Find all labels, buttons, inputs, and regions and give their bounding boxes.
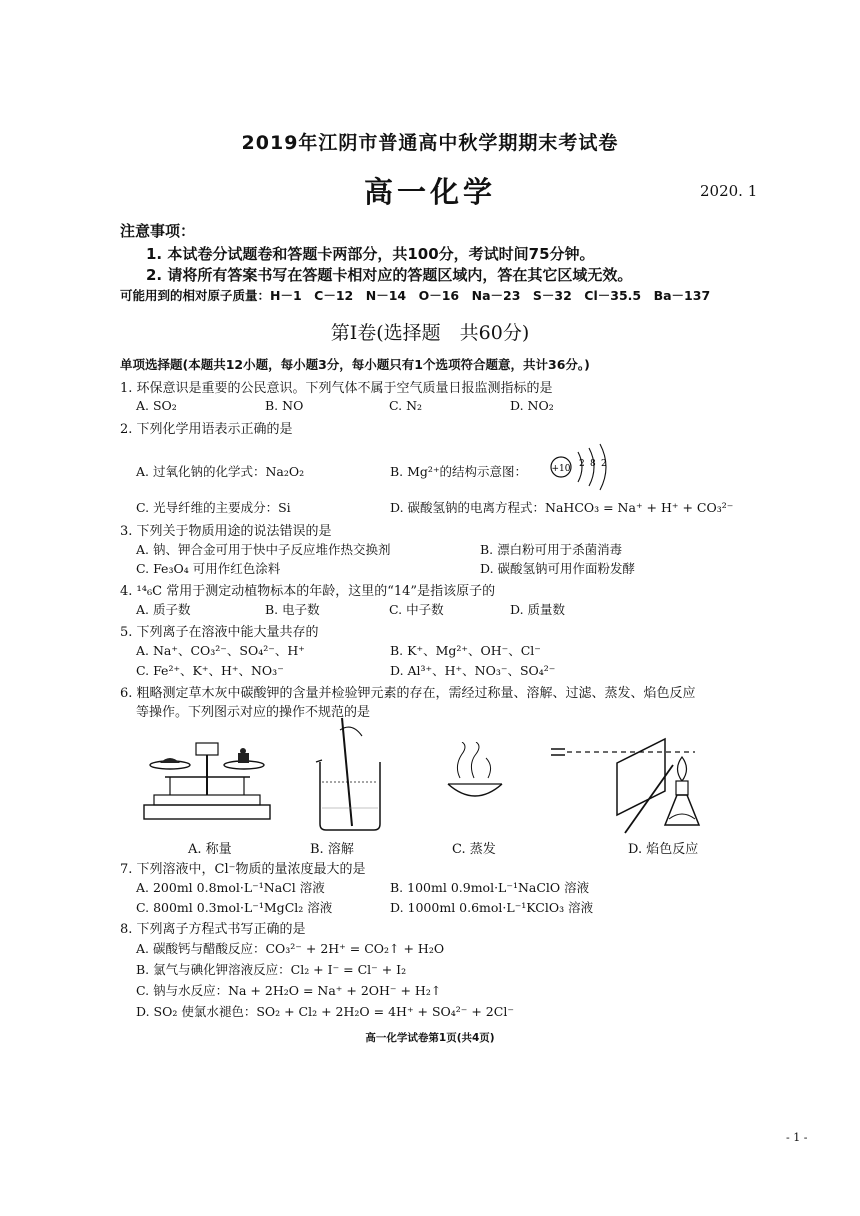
q7-option-b: B. 100ml 0.9mol·L⁻¹NaClO 溶液 <box>390 880 590 895</box>
q2-option-b: B. Mg²⁺的结构示意图： <box>390 464 528 479</box>
q3-option-a: A. 钠、钾合金可用于快中子反应堆作热交换剂 <box>136 542 391 557</box>
q4-option-b: B. 电子数 <box>265 602 320 617</box>
q4-option-c: C. 中子数 <box>389 602 444 617</box>
q5-option-b: B. K⁺、Mg²⁺、OH⁻、Cl⁻ <box>390 643 541 658</box>
q5-option-d: D. Al³⁺、H⁺、NO₃⁻、SO₄²⁻ <box>390 663 556 678</box>
q8-option-d: D. SO₂ 使氯水褪色：SO₂ + Cl₂ + 2H₂O = 4H⁺ + SO₄²⁻ + 2Cl⁻ <box>136 1004 514 1019</box>
beaker-dissolving-figure <box>310 712 390 832</box>
section-instruction: 单项选择题(本题共12小题，每小题3分，每小题只有1个选项符合题意，共计36分。) <box>120 357 590 372</box>
balance-scale-figure <box>140 735 275 825</box>
evaporating-dish-figure <box>440 742 510 812</box>
note-2: 2. 请将所有答案书写在答题卡相对应的答题区域内，答在其它区域无效。 <box>146 266 633 284</box>
q7-option-d: D. 1000ml 0.6mol·L⁻¹KClO₃ 溶液 <box>390 900 594 915</box>
q8-option-a: A. 碳酸钙与醋酸反应：CO₃²⁻ + 2H⁺ = CO₂↑ + H₂O <box>136 941 445 956</box>
page-footer: 高一化学试卷第1页(共4页) <box>365 1032 495 1044</box>
mg-ion-structure-diagram <box>545 440 625 492</box>
part-title: 第Ⅰ卷(选择题 共60分) <box>330 322 530 344</box>
q7-option-a: A. 200ml 0.8mol·L⁻¹NaCl 溶液 <box>136 880 325 895</box>
question-3-stem: 3. 下列关于物质用途的说法错误的是 <box>120 524 332 539</box>
question-1-stem: 1. 环保意识是重要的公民意识。下列气体不属于空气质量日报监测指标的是 <box>120 381 553 396</box>
q3-option-d: D. 碳酸氢钠可用作面粉发酵 <box>480 561 636 576</box>
figure-caption-b: B. 溶解 <box>310 842 354 857</box>
q1-option-c: C. N₂ <box>389 398 423 413</box>
nucleus-charge: +10 <box>551 464 571 474</box>
shell-3-count: 2 <box>601 459 607 469</box>
q3-option-c: C. Fe₃O₄ 可用作红色涂料 <box>136 561 281 576</box>
question-8-stem: 8. 下列离子方程式书写正确的是 <box>120 922 306 937</box>
note-1: 1. 本试卷分试题卷和答题卡两部分，共100分，考试时间75分钟。 <box>146 245 595 263</box>
notes-heading: 注意事项： <box>120 222 196 240</box>
question-6-stem: 6. 粗略测定草木灰中碳酸钾的含量并检验钾元素的存在，需经过称量、溶解、过滤、蒸发、焰色反应 <box>120 686 696 701</box>
q8-option-c: C. 钠与水反应：Na + 2H₂O = Na⁺ + 2OH⁻ + H₂↑ <box>136 983 442 998</box>
question-2-stem: 2. 下列化学用语表示正确的是 <box>120 422 293 437</box>
figure-caption-c: C. 蒸发 <box>452 842 496 857</box>
exam-title: 2019年江阴市普通高中秋学期期末考试卷 <box>241 132 619 154</box>
q7-option-c: C. 800ml 0.3mol·L⁻¹MgCl₂ 溶液 <box>136 900 333 915</box>
q1-option-d: D. NO₂ <box>510 398 554 413</box>
question-6-stem-cont: 等操作。下列图示对应的操作不规范的是 <box>136 705 371 720</box>
question-4-stem: 4. ¹⁴₆C 常用于测定动植物标本的年龄，这里的“14”是指该原子的 <box>120 584 496 599</box>
q2-option-c: C. 光导纤维的主要成分：Si <box>136 500 291 515</box>
question-5-stem: 5. 下列离子在溶液中能大量共存的 <box>120 625 319 640</box>
q5-option-c: C. Fe²⁺、K⁺、H⁺、NO₃⁻ <box>136 663 284 678</box>
q1-option-b: B. NO <box>265 398 304 413</box>
q4-option-a: A. 质子数 <box>136 602 191 617</box>
figure-caption-a: A. 称量 <box>188 842 232 857</box>
q2-option-d: D. 碳酸氢钠的电离方程式：NaHCO₃ = Na⁺ + H⁺ + CO₃²⁻ <box>390 500 734 515</box>
q2-option-a: A. 过氧化钠的化学式：Na₂O₂ <box>136 464 305 479</box>
flame-test-figure <box>545 735 725 835</box>
q5-option-a: A. Na⁺、CO₃²⁻、SO₄²⁻、H⁺ <box>136 643 305 658</box>
q3-option-b: B. 漂白粉可用于杀菌消毒 <box>480 542 623 557</box>
question-7-stem: 7. 下列溶液中，Cl⁻物质的量浓度最大的是 <box>120 862 366 877</box>
q1-option-a: A. SO₂ <box>136 398 177 413</box>
figure-caption-d: D. 焰色反应 <box>628 842 699 857</box>
shell-1-count: 2 <box>579 459 585 469</box>
subject-title: 高一化学 <box>363 175 496 209</box>
q4-option-d: D. 质量数 <box>510 602 566 617</box>
exam-date: 2020. 1 <box>700 182 758 200</box>
page-number: - 1 - <box>786 1131 808 1144</box>
q8-option-b: B. 氯气与碘化钾溶液反应：Cl₂ + I⁻ = Cl⁻ + I₂ <box>136 962 407 977</box>
shell-2-count: 8 <box>590 459 596 469</box>
atomic-masses: 可能用到的相对原子质量：H－1 C－12 N－14 O－16 Na－23 S－32 Cl－35.5 Ba－137 <box>120 288 711 303</box>
